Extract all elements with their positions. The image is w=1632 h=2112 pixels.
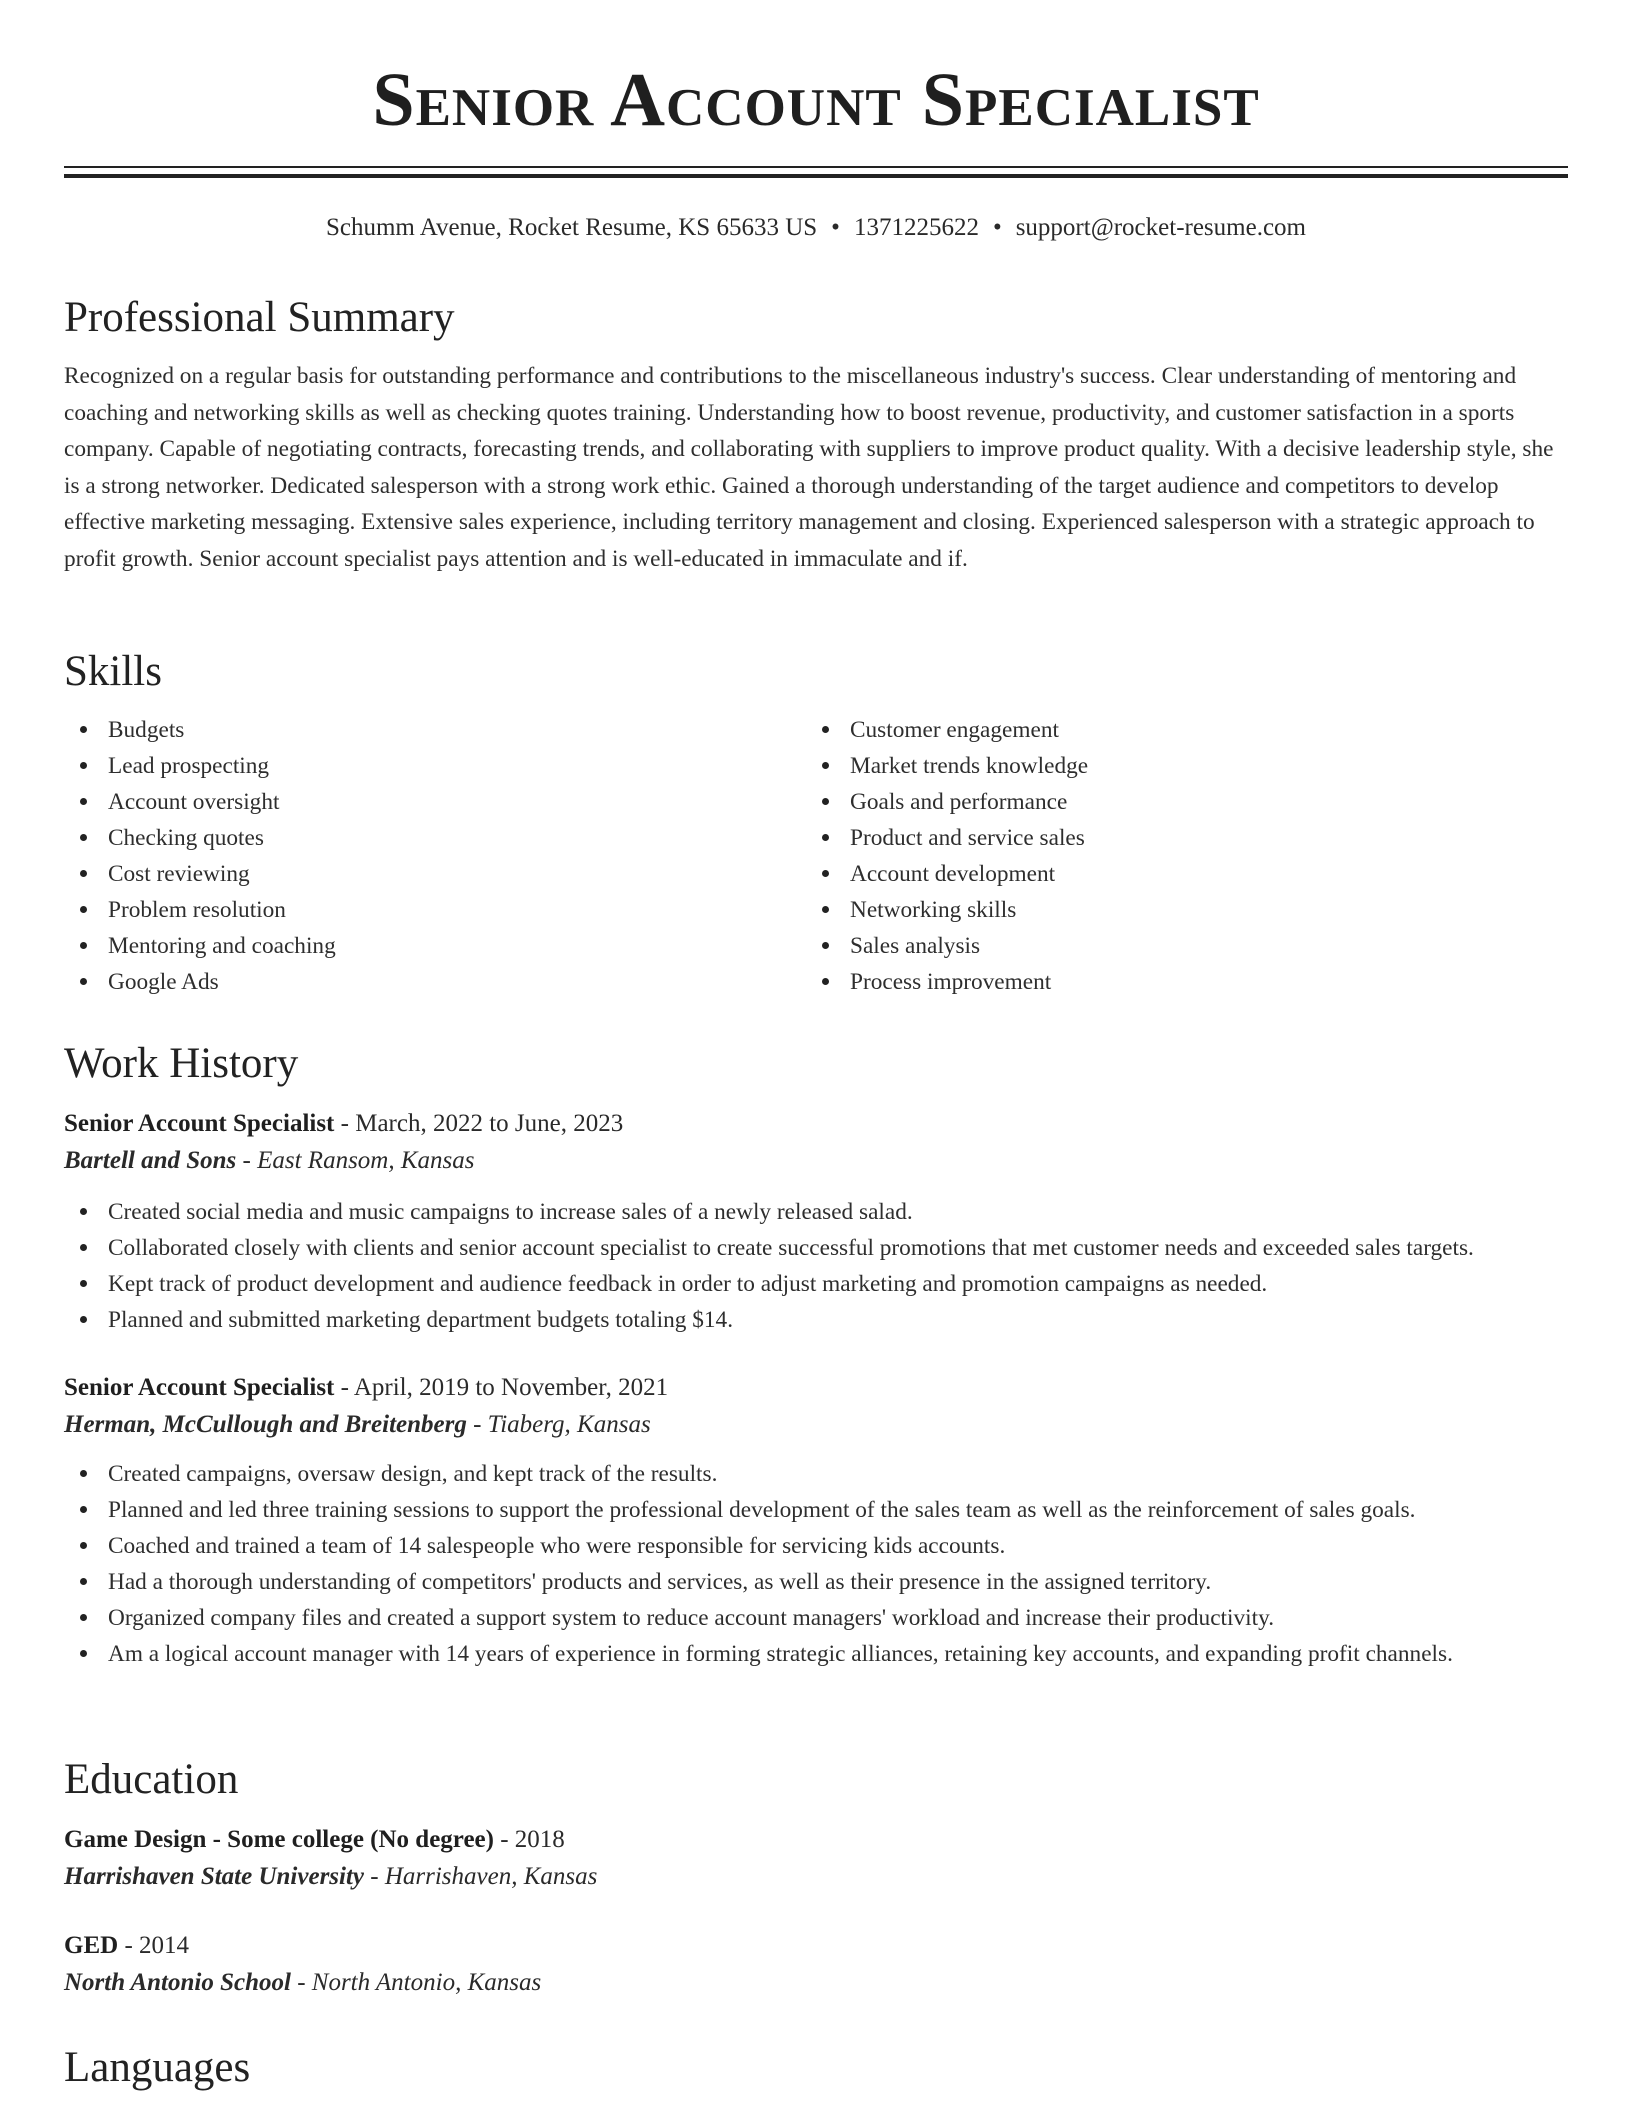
job-bullet: Organized company files and created a support system to reduce account managers' workload and increase their productivity. — [64, 1600, 1568, 1636]
job-bullet: Planned and submitted marketing department budgets totaling $14. — [64, 1302, 1568, 1338]
job-bullet: Created campaigns, oversaw design, and kept track of the results. — [64, 1456, 1568, 1492]
contact-line — [64, 212, 1568, 244]
skill-item: Account development — [806, 856, 1548, 892]
skill-item: Mentoring and coaching — [64, 928, 806, 964]
school-name: Harrishaven State University — [64, 1863, 365, 1890]
skill-item: Product and service sales — [806, 820, 1548, 856]
skill-item: Budgets — [64, 712, 806, 748]
degree: GED — [64, 1932, 119, 1959]
school-name: North Antonio School — [64, 1969, 291, 1996]
education-entry — [64, 1822, 1568, 1896]
job-bullet: Collaborated closely with clients and senior account specialist to create successful promotions that met customer needs and exceeded sales targets. — [64, 1230, 1568, 1266]
job-title-line — [64, 1370, 1568, 1406]
school-line — [64, 1964, 1568, 2002]
contact-phone: 1371225622 — [853, 214, 979, 241]
skill-item: Account oversight — [64, 784, 806, 820]
skill-item: Market trends knowledge — [806, 748, 1548, 784]
school-location: - Harrishaven, Kansas — [364, 1863, 598, 1890]
degree-line — [64, 1928, 1568, 1964]
education-section — [64, 1754, 1568, 2002]
work-history-section — [64, 1038, 1568, 1672]
skill-item: Networking skills — [806, 892, 1548, 928]
skill-item: Customer engagement — [806, 712, 1548, 748]
company-name: Herman, McCullough and Breitenberg — [64, 1411, 467, 1438]
job-dates: - March, 2022 to June, 2023 — [334, 1110, 624, 1137]
job-dates: - April, 2019 to November, 2021 — [334, 1374, 669, 1401]
job-bullet: Planned and led three training sessions to support the professional development of the sales team as well as the reinforcement of sales goals. — [64, 1492, 1568, 1528]
job-bullets — [64, 1456, 1568, 1672]
degree-line — [64, 1822, 1568, 1858]
summary-text: Recognized on a regular basis for outstanding performance and contributions to the miscellaneous industry's success. Clear understanding of mentoring and coaching and networking skills as well as checking quotes training. Understanding how to boost revenue, productivity, and customer satisfaction in a sports company. Capable of negotiating contracts, forecasting trends, and collaborating with suppliers to improve product quality. With a decisive leadership style, she is a strong networker. Dedicated salesperson with a strong work ethic. Gained a thorough understanding of the target audience and competitors to develop effective marketing messaging. Extensive sales experience, including territory management and closing. Experienced salesperson with a strategic approach to profit growth. Senior account specialist pays attention and is well-educated in immaculate and if. — [64, 363, 1554, 572]
work-history-heading: Work History — [64, 1040, 299, 1087]
degree-year: - 2014 — [118, 1932, 190, 1959]
job-title-line — [64, 1106, 1568, 1142]
skills-column-left — [64, 712, 806, 1000]
education-heading: Education — [64, 1756, 239, 1803]
summary-heading: Professional Summary — [64, 294, 455, 341]
company-line — [64, 1142, 1568, 1180]
job-title: Senior Account Specialist — [64, 1374, 335, 1401]
skill-item: Cost reviewing — [64, 856, 806, 892]
contact-separator: • — [831, 214, 840, 241]
school-line — [64, 1858, 1568, 1896]
header-divider — [64, 166, 1568, 178]
job-title: Senior Account Specialist — [64, 1110, 335, 1137]
skills-heading: Skills — [64, 648, 162, 695]
company-location: - Tiaberg, Kansas — [466, 1411, 651, 1438]
skills-column-right — [806, 712, 1548, 1000]
education-entry — [64, 1928, 1568, 2002]
languages-section — [64, 2042, 1568, 2094]
school-location: - North Antonio, Kansas — [290, 1969, 542, 1996]
contact-email[interactable]: support@rocket-resume.com — [1015, 214, 1306, 241]
skill-item: Google Ads — [64, 964, 806, 1000]
skill-item: Problem resolution — [64, 892, 806, 928]
company-line — [64, 1406, 1568, 1444]
job-entry — [64, 1106, 1568, 1338]
job-bullet: Kept track of product development and audience feedback in order to adjust marketing and promotion campaigns as needed. — [64, 1266, 1568, 1302]
degree: Game Design - Some college (No degree) — [64, 1826, 494, 1853]
skill-item: Process improvement — [806, 964, 1548, 1000]
degree-year: - 2018 — [493, 1826, 565, 1853]
skills-columns — [64, 712, 1568, 1000]
job-bullet: Had a thorough understanding of competitors' products and services, as well as their presence in the assigned territory. — [64, 1564, 1568, 1600]
skill-item: Sales analysis — [806, 928, 1548, 964]
job-bullet: Created social media and music campaigns to increase sales of a newly released salad. — [64, 1194, 1568, 1230]
skill-item: Checking quotes — [64, 820, 806, 856]
summary-section — [64, 292, 1568, 577]
job-entry — [64, 1370, 1568, 1672]
contact-separator: • — [992, 214, 1002, 241]
company-location: - East Ransom, Kansas — [236, 1147, 475, 1174]
company-name: Bartell and Sons — [64, 1147, 237, 1174]
skill-item: Goals and performance — [806, 784, 1548, 820]
skills-section — [64, 646, 1568, 1000]
resume-page — [64, 0, 1568, 2091]
job-bullet: Coached and trained a team of 14 salespeople who were responsible for servicing kids accounts. — [64, 1528, 1568, 1564]
languages-heading: Languages — [64, 2044, 251, 2091]
job-bullets — [64, 1194, 1568, 1338]
job-bullet: Am a logical account manager with 14 years of experience in forming strategic alliances, retaining key accounts, and expanding profit channels. — [64, 1636, 1568, 1672]
skill-item: Lead prospecting — [64, 748, 806, 784]
resume-title: Senior Account Specialist — [372, 58, 1260, 142]
contact-address: Schumm Avenue, Rocket Resume, KS 65633 US — [325, 214, 818, 241]
